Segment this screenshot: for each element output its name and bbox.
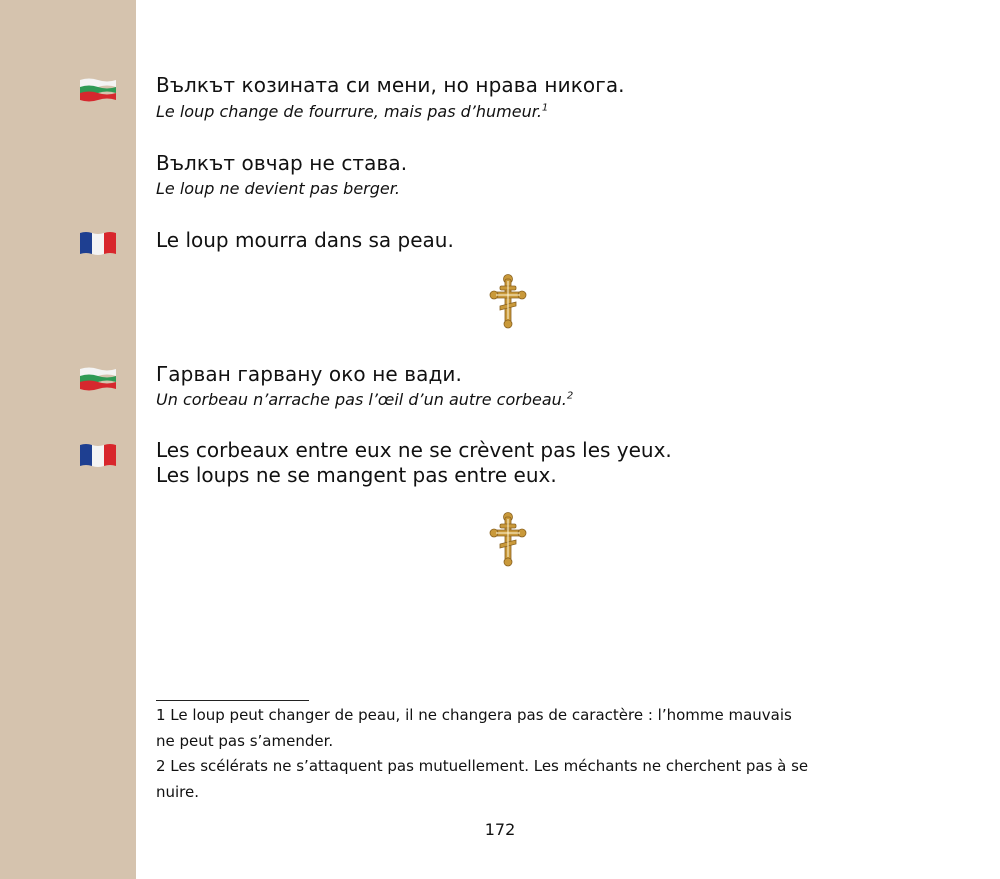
bulgarian-flag-icon: [79, 77, 117, 102]
footnote-2-line1: 2 Les scélérats ne s’attaquent pas mutuellement. Les méchants ne cherchent pas à se: [156, 757, 809, 775]
footnote-ref-2: 2: [566, 390, 574, 402]
footnote-1-line2: ne peut pas s’amender.: [156, 731, 334, 750]
translation-french-1: Le loup change de fourrure, mais pas d’humeur.$^1$: [156, 102, 549, 121]
french-flag-icon: [79, 442, 117, 467]
proverb-french-5-line2: Les loups ne se mangent pas entre eux.: [156, 463, 557, 487]
proverb-french-5-line1: Les corbeaux entre eux ne se crèvent pas les yeux.: [156, 438, 672, 462]
orthodox-cross-ornament: [489, 511, 527, 567]
translation-french-4: Un corbeau n’arrache pas l’œil d’un autre corbeau.$^2$: [156, 390, 574, 409]
bulgarian-flag-icon: [79, 366, 117, 391]
proverb-bulgarian-2: Вълкът овчар не става.: [156, 151, 408, 175]
footnote-ref-1: 1: [541, 102, 549, 114]
footnote-1-line1: 1 Le loup peut changer de peau, il ne changera pas de caractère : l’homme mauvais: [156, 706, 792, 724]
proverb-french-3: Le loup mourra dans sa peau.: [156, 228, 454, 252]
page-number: 172: [484, 820, 516, 839]
side-strip: [0, 0, 136, 879]
footnote-2-line2: nuire.: [156, 782, 200, 801]
proverb-bulgarian-1: Вълкът козината си мени, но нрава никога.: [156, 73, 625, 97]
orthodox-cross-ornament: [489, 273, 527, 329]
proverb-bulgarian-4: Гарван гарвану око не вади.: [156, 362, 462, 386]
footnote-1: [156, 703, 876, 805]
translation-french-2: Le loup ne devient pas berger.: [156, 179, 400, 198]
french-flag-icon: [79, 230, 117, 255]
footnote-separator: [156, 700, 309, 701]
